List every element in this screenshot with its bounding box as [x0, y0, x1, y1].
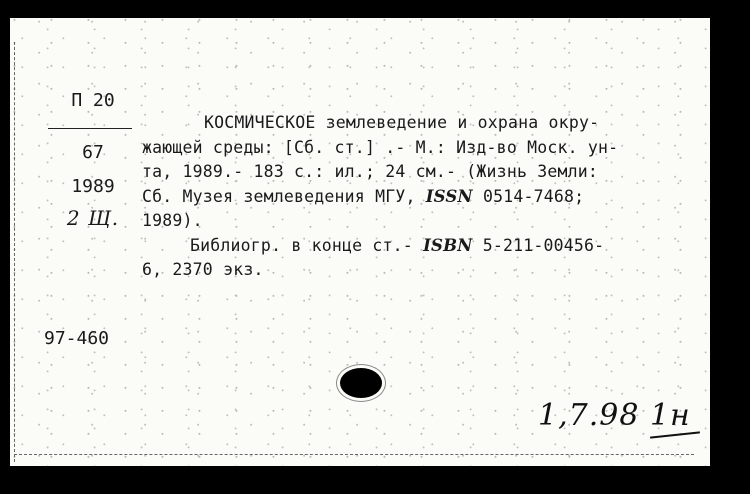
classmark-handwritten-mark: 2 Щ. — [66, 206, 120, 230]
isbn-value: 5-211-00456- — [472, 235, 605, 255]
entry-line-4-text: Сб. Музея землеведения МГУ, — [142, 186, 426, 206]
entry-line-4 — [142, 185, 690, 210]
bibliographic-entry — [142, 111, 690, 283]
classmark-year: 1989 — [71, 176, 115, 197]
entry-line-3: та, 1989.- 183 с.: ил.; 24 см.- (Жизнь Земли: — [142, 162, 599, 181]
entry-line-7: 6, 2370 экз. — [142, 260, 264, 279]
accession-number: 97-460 — [44, 328, 110, 349]
entry-line-5: 1989). — [142, 211, 203, 230]
entry-line-6 — [142, 234, 690, 259]
handwritten-price: 1,7.98 1н — [538, 398, 691, 433]
card-bottom-border — [14, 454, 694, 456]
isbn-label: ISBN — [423, 235, 473, 255]
card-punch-hole — [340, 368, 382, 398]
issn-value: 0514-7468; — [472, 186, 585, 206]
entry-line-6-text: Библиогр. в конце ст.- — [190, 235, 424, 255]
issn-label: ISSN — [425, 186, 473, 206]
classmark-line-2: 67 — [82, 142, 104, 163]
catalog-card — [10, 18, 710, 466]
entry-line-1: КОСМИЧЕСКОЕ землеведение и охрана окру- — [204, 113, 600, 132]
classmark-rule — [48, 128, 132, 129]
entry-line-2: жающей среды: [Сб. ст.] .- М.: Изд-во Моск. ун- — [142, 137, 619, 157]
card-left-border — [14, 42, 16, 462]
classmark-line-1: П 20 — [71, 90, 115, 111]
